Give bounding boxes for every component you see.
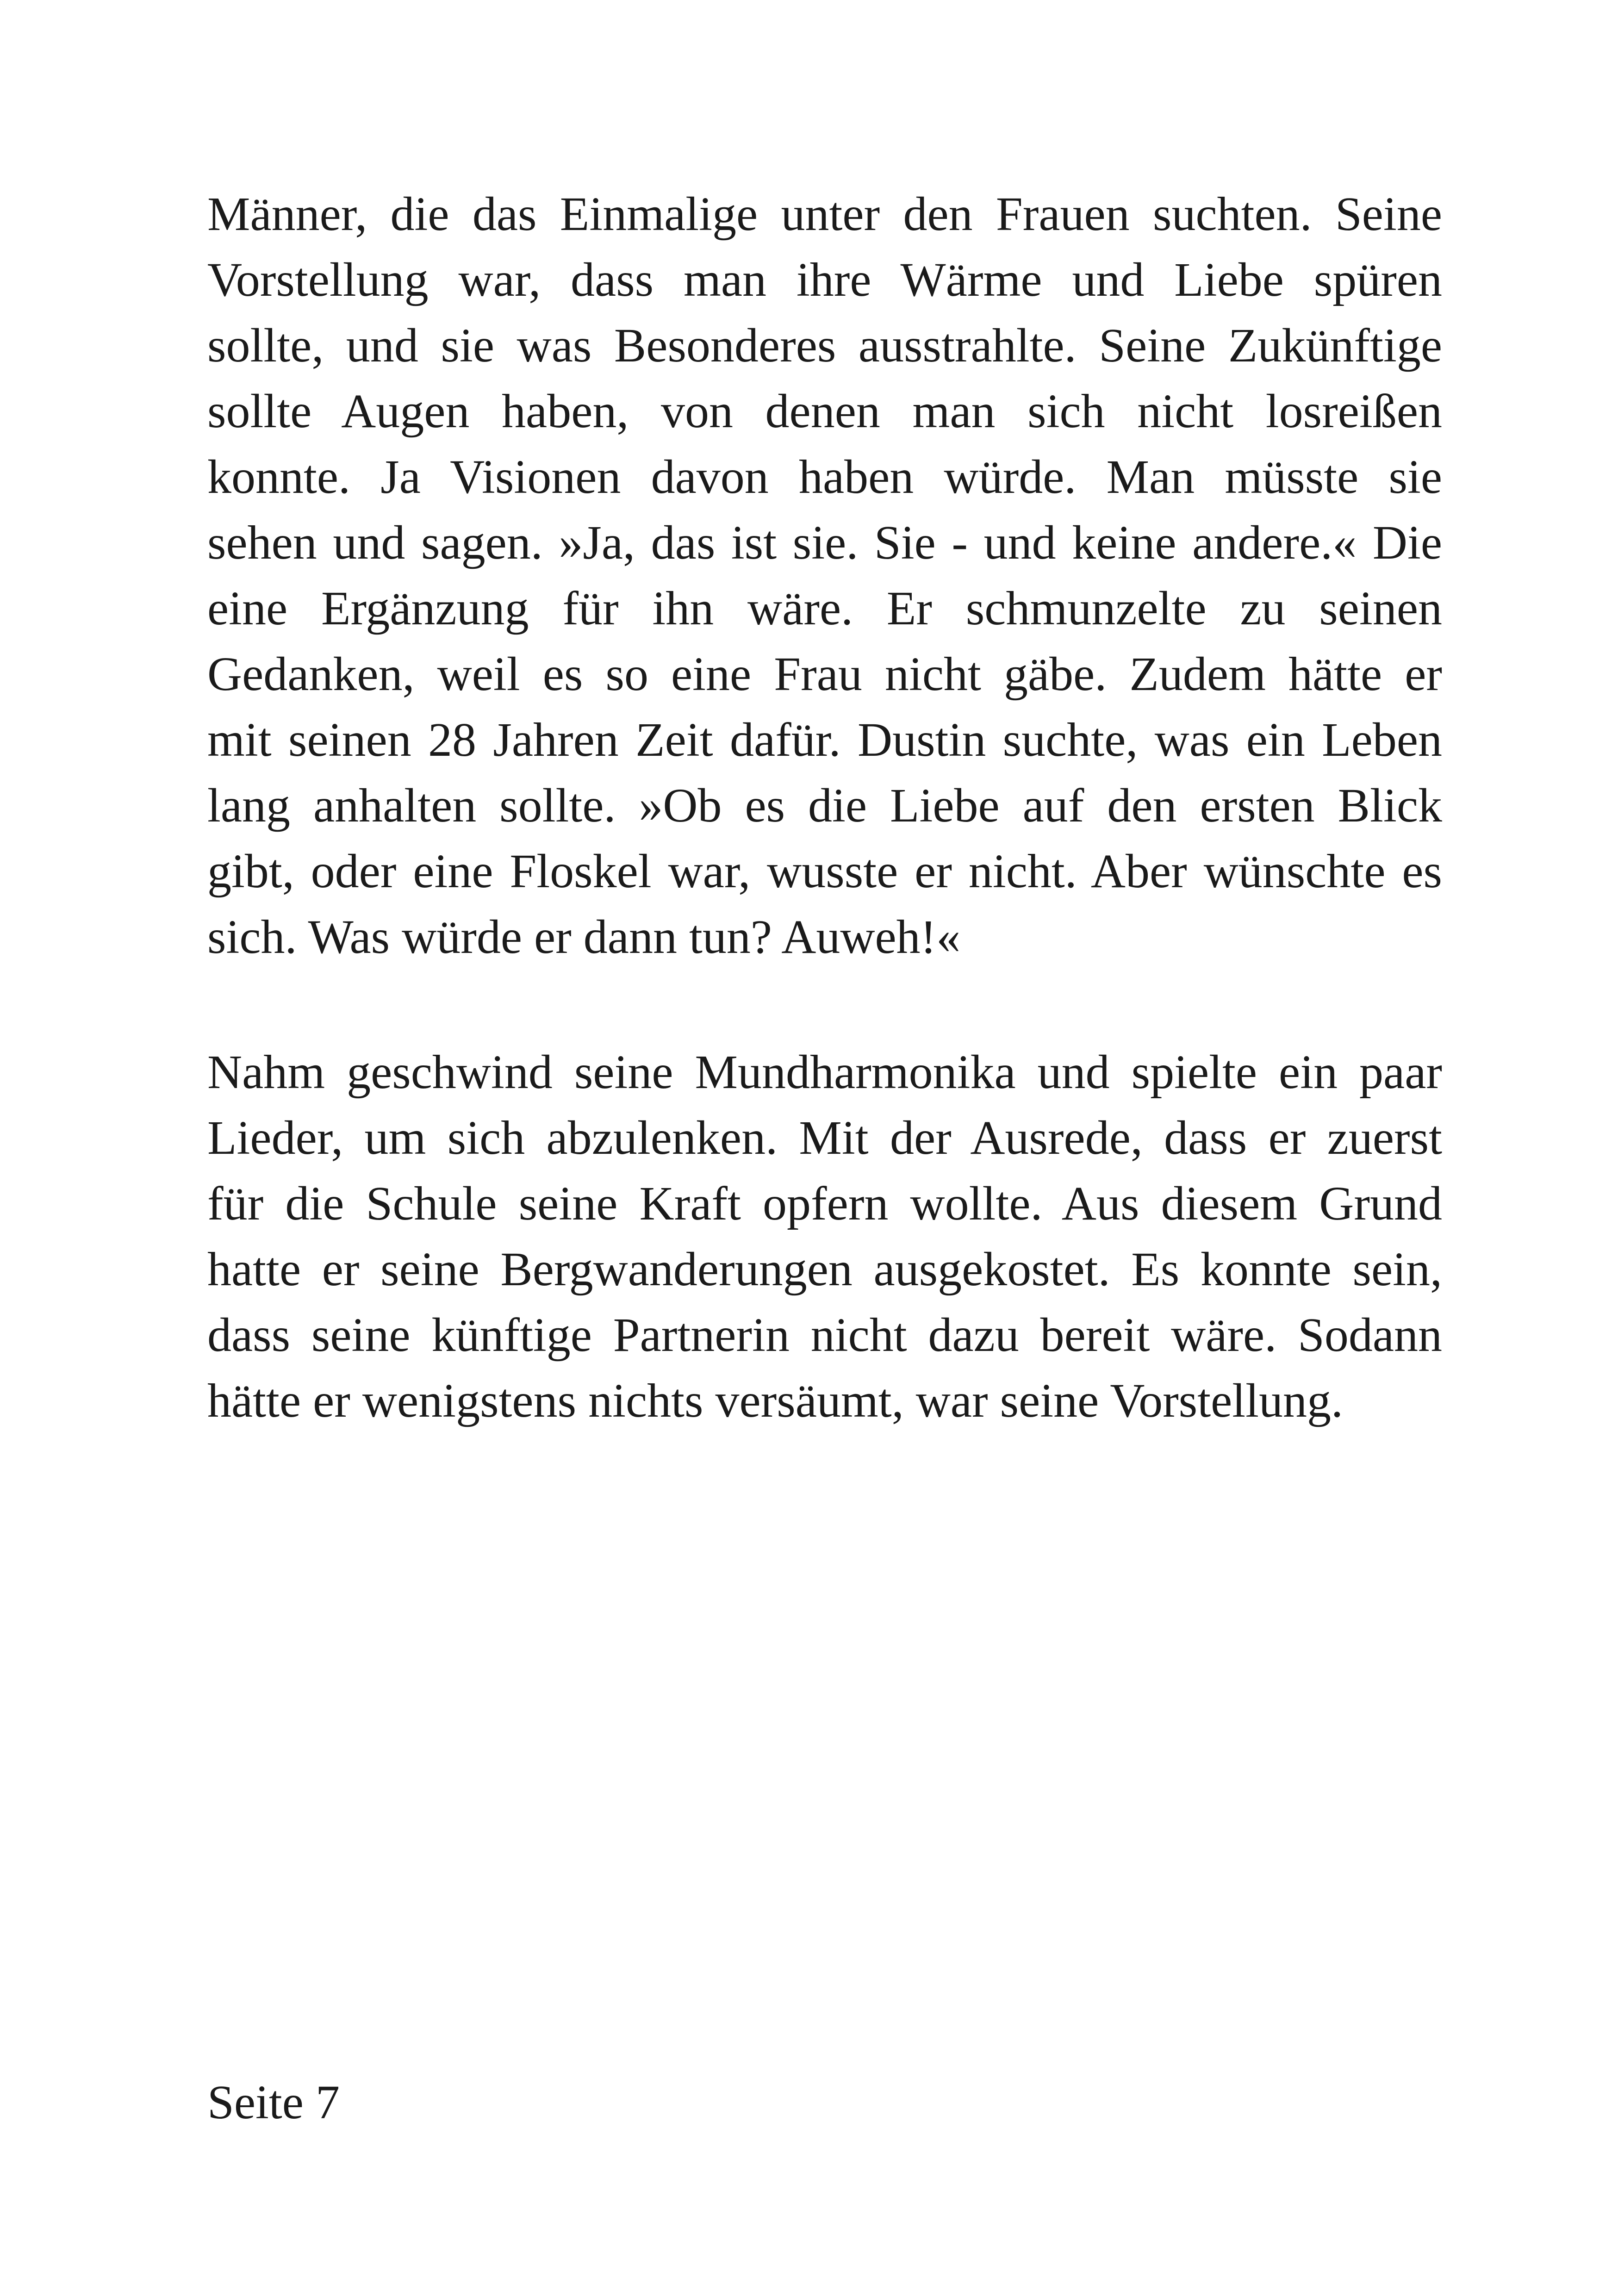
body-text [207, 181, 1442, 1434]
page-number: Seite 7 [207, 2076, 340, 2129]
text-line: Männer, die das Einmalige unter den Frauen suchten. Seine [207, 187, 1442, 241]
text-line: sollte Augen haben, von denen man sich nicht losreißen [207, 385, 1442, 438]
text-line: hätte er wenigstens nichts versäumt, war seine Vorstellung. [207, 1374, 1344, 1427]
text-line: konnte. Ja Visionen davon haben würde. Man müsste sie [207, 450, 1442, 504]
text-line: eine Ergänzung für ihn wäre. Er schmunzelte zu seinen [207, 582, 1442, 635]
text-line: dass seine künftige Partnerin nicht dazu bereit wäre. Sodann [207, 1308, 1442, 1362]
text-line: lang anhalten sollte. »Ob es die Liebe auf den ersten Blick [207, 779, 1442, 832]
text-line: Vorstellung war, dass man ihre Wärme und Liebe spüren [207, 253, 1442, 306]
text-line: für die Schule seine Kraft opfern wollte. Aus diesem Grund [207, 1177, 1442, 1230]
text-line: mit seinen 28 Jahren Zeit dafür. Dustin suchte, was ein Leben [207, 713, 1442, 766]
text-line: sollte, und sie was Besonderes ausstrahlte. Seine Zukünftige [207, 319, 1442, 372]
text-line: hatte er seine Bergwanderungen ausgekostet. Es konnte sein, [207, 1243, 1442, 1296]
text-line: Gedanken, weil es so eine Frau nicht gäbe. Zudem hätte er [207, 647, 1442, 701]
paragraph-1 [207, 181, 1442, 970]
text-line: Nahm geschwind seine Mundharmonika und spielte ein paar [207, 1045, 1442, 1099]
text-line: gibt, oder eine Floskel war, wusste er nicht. Aber wünschte es [207, 845, 1442, 898]
text-line: sich. Was würde er dann tun? Auweh!« [207, 910, 961, 964]
paragraph-2 [207, 1039, 1442, 1434]
text-line: sehen und sagen. »Ja, das ist sie. Sie - und keine andere.« Die [207, 516, 1442, 569]
text-line: Lieder, um sich abzulenken. Mit der Ausrede, dass er zuerst [207, 1111, 1442, 1164]
